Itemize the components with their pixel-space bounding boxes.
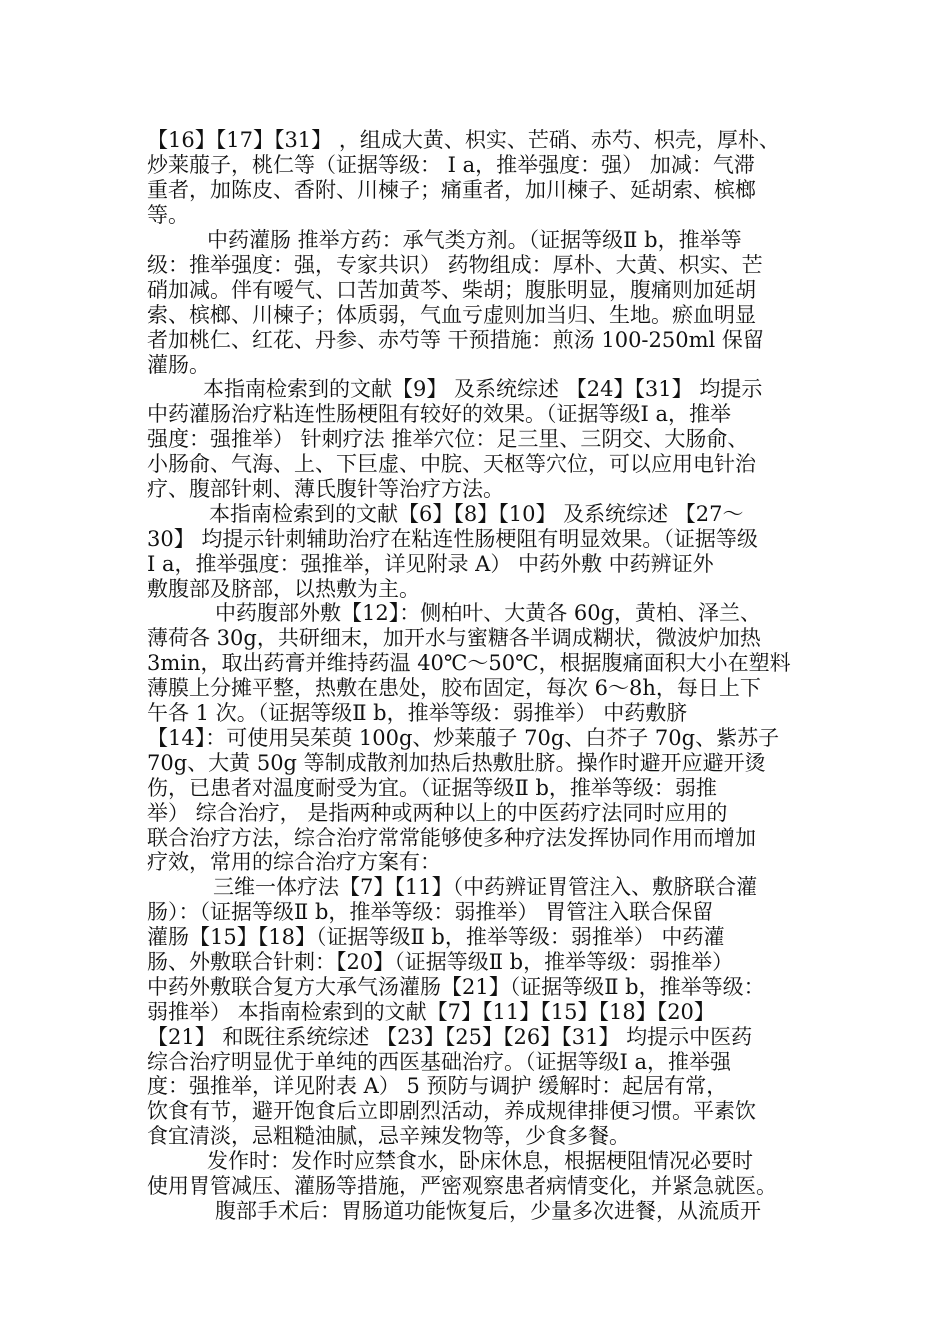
text-line: 等。 <box>147 203 189 227</box>
text-line: 小肠俞、气海、上、下巨虚、中脘、天枢等穴位，可以应用电针治 <box>147 452 756 476</box>
text-line: 本指南检索到的文献【6】【8】【10】 及系统综述 【27～ <box>209 502 744 526</box>
text-line: 强度：强推举） 针刺疗法 推举穴位：足三里、三阴交、大肠俞、 <box>147 427 749 451</box>
text-line: 中药外敷联合复方大承气汤灌肠【21】（证据等级Ⅱ b，推举等级： <box>147 975 765 999</box>
text-line: 灌肠【15】【18】（证据等级Ⅱ b，推举等级：弱推举） 中药灌 <box>147 925 725 949</box>
text-line: 食宜清淡，忌粗糙油腻，忌辛辣发物等，少食多餐。 <box>147 1124 630 1148</box>
text-line: 者加桃仁、红花、丹参、赤芍等 干预措施：煎汤 100-250ml 保留 <box>147 328 764 352</box>
text-line: 肠、外敷联合针刺：【20】（证据等级Ⅱ b，推举等级：弱推举） <box>147 950 734 974</box>
text-line: 中药腹部外敷【12】：侧柏叶、大黄各 60g，黄柏、泽兰、 <box>215 601 762 625</box>
text-line: 70g、大黄 50g 等制成散剂加热后热敷肚脐。操作时避开应避开烫 <box>147 751 766 775</box>
text-line: 【16】【17】【31】 ，组成大黄、枳实、芒硝、赤芍、枳壳，厚朴、 <box>147 128 780 152</box>
text-line: 综合治疗明显优于单纯的西医基础治疗。（证据等级Ⅰ a，推举强 <box>147 1050 731 1074</box>
text-line: 伤，已患者对温度耐受为宜。（证据等级Ⅱ b，推举等级：弱推 <box>147 776 717 800</box>
text-line: 中药灌肠 推举方药：承气类方剂。（证据等级Ⅱ b，推举等 <box>207 228 742 252</box>
text-line: 饮食有节，避开饱食后立即剧烈活动，养成规律排便习惯。平素饮 <box>147 1099 756 1123</box>
text-line: 疗、腹部针刺、薄氏腹针等治疗方法。 <box>147 477 504 501</box>
text-line: 30】 均提示针刺辅助治疗在粘连性肠梗阻有明显效果。（证据等级 <box>147 527 758 551</box>
text-line: 薄荷各 30g，共研细末，加开水与蜜糖各半调成糊状，微波炉加热 <box>147 626 761 650</box>
text-line: 级：推举强度：强，专家共识） 药物组成：厚朴、大黄、枳实、芒 <box>147 253 763 277</box>
text-line: 敷腹部及脐部，以热敷为主。 <box>147 577 420 601</box>
text-line: 度：强推举，详见附表 A） 5 预防与调护 缓解时：起居有常， <box>147 1074 728 1098</box>
text-line: 联合治疗方法，综合治疗常常能够使多种疗法发挥协同作用而增加 <box>147 826 756 850</box>
text-line: 使用胃管减压、灌肠等措施，严密观察患者病情变化，并紧急就医。 <box>147 1174 777 1198</box>
text-line: Ⅰ a，推举强度：强推举，详见附录 A） 中药外敷 中药辨证外 <box>147 552 714 576</box>
text-line: 重者，加陈皮、香附、川楝子；痛重者，加川楝子、延胡索、槟榔 <box>147 178 756 202</box>
text-line: 灌肠。 <box>147 353 210 377</box>
text-line: 肠）：（证据等级Ⅱ b，推举等级：弱推举） 胃管注入联合保留 <box>147 900 714 924</box>
text-line: 【21】 和既往系统综述 【23】【25】【26】【31】 均提示中医药 <box>147 1025 753 1049</box>
text-line: 中药灌肠治疗粘连性肠梗阻有较好的效果。（证据等级Ⅰ a，推举 <box>147 402 731 426</box>
text-line: 3min，取出药膏并维持药温 40℃～50℃，根据腹痛面积大小在塑料 <box>147 651 791 675</box>
text-line: 炒莱菔子，桃仁等（证据等级： Ⅰ a，推举强度：强） 加减：气滞 <box>147 153 755 177</box>
text-line: 【14】：可使用吴茱萸 100g、炒莱菔子 70g、白芥子 70g、紫苏子 <box>147 726 780 750</box>
text-line: 举） 综合治疗， 是指两种或两种以上的中医药疗法同时应用的 <box>147 801 728 825</box>
text-line: 腹部手术后：胃肠道功能恢复后，少量多次进餐，从流质开 <box>215 1199 761 1223</box>
text-line: 三维一体疗法【7】【11】（中药辨证胃管注入、敷脐联合灌 <box>213 875 758 899</box>
text-line: 硝加减。伴有嗳气、口苦加黄芩、柴胡；腹胀明显，腹痛则加延胡 <box>147 278 756 302</box>
text-line: 发作时：发作时应禁食水，卧床休息，根据梗阻情况必要时 <box>207 1149 753 1173</box>
text-line: 疗效，常用的综合治疗方案有： <box>147 850 441 874</box>
text-line: 薄膜上分摊平整，热敷在患处，胶布固定，每次 6～8h，每日上下 <box>147 676 761 700</box>
text-line: 午各 1 次。（证据等级Ⅱ b，推举等级：弱推举） 中药敷脐 <box>147 701 688 725</box>
text-line: 索、槟榔、川楝子；体质弱，气血亏虚则加当归、生地。瘀血明显 <box>147 303 756 327</box>
text-line: 弱推举） 本指南检索到的文献【7】【11】【15】【18】【20】 <box>147 1000 715 1024</box>
text-line: 本指南检索到的文献【9】 及系统综述 【24】【31】 均提示 <box>203 377 763 401</box>
